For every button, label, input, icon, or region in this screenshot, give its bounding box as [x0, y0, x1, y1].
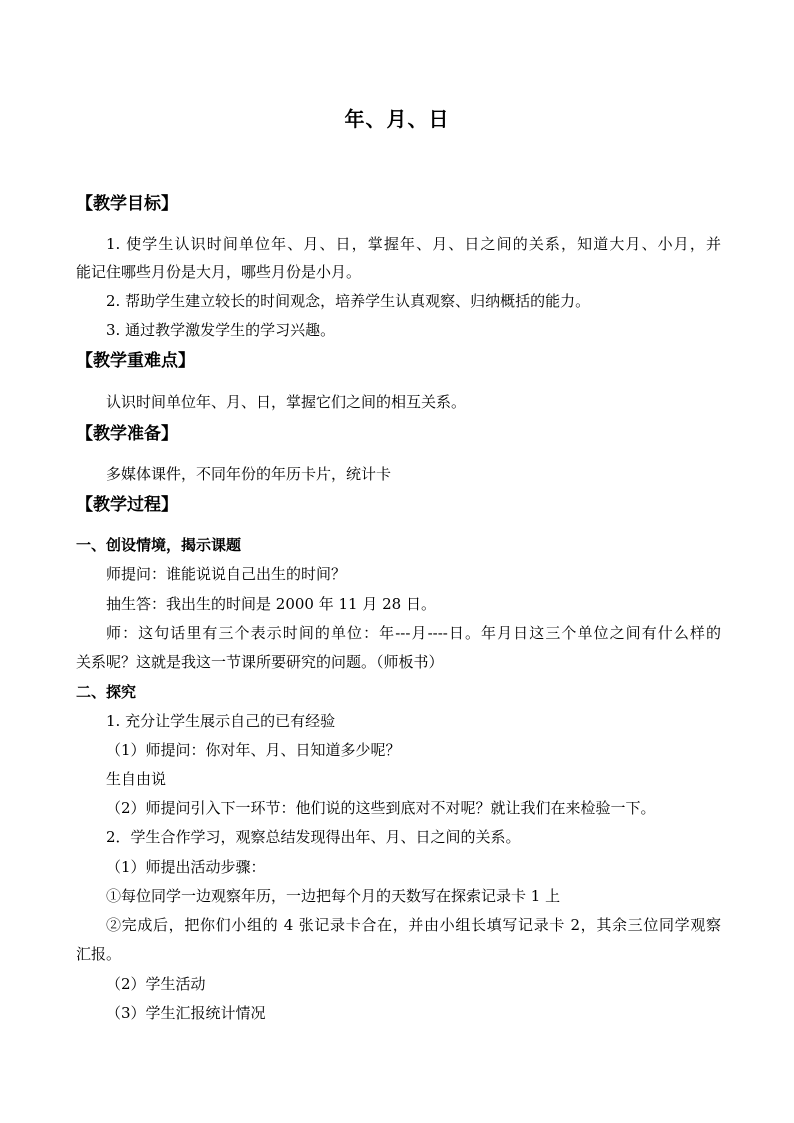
part2-line: ①每位同学一边观察年历，一边把每个月的天数写在探索记录卡 1 上 — [106, 887, 561, 905]
objectives-item-3: 3. 通过教学激发学生的学习兴趣。 — [106, 321, 336, 339]
part2-line: 1. 充分让学生展示自己的已有经验 — [106, 712, 336, 730]
part2-heading: 二、探究 — [76, 683, 137, 701]
part1-line: 师：这句话里有三个表示时间的单位：年---月----日。年月日这三个单位之间有什么样的 — [106, 624, 721, 642]
objectives-item-2: 2. 帮助学生建立较长的时间观念，培养学生认真观察、归纳概括的能力。 — [106, 292, 591, 310]
part1-line: 关系呢？这就是我这一节课所要研究的问题。（师板书） — [76, 653, 444, 671]
part2-line: ②完成后，把你们小组的 4 张记录卡合在，并由小组长填写记录卡 2，其余三位同学观察 — [106, 916, 721, 934]
process-heading: 【教学过程】 — [76, 495, 178, 515]
part2-line: 2．学生合作学习，观察总结发现得出年、月、日之间的关系。 — [106, 828, 521, 846]
part2-line: （3）学生汇报统计情况 — [106, 1004, 266, 1022]
key-points-text: 认识时间单位年、月、日，掌握它们之间的相互关系。 — [106, 393, 467, 411]
part2-line: （2）师提问引入下一环节：他们说的这些到底对不对呢？就让我们在来检验一下。 — [106, 799, 656, 817]
part2-line: 汇报。 — [76, 945, 122, 963]
part2-line: 生自由说 — [106, 770, 167, 788]
preparation-heading: 【教学准备】 — [76, 424, 178, 444]
part2-line: （1）师提问：你对年、月、日知道多少呢？ — [106, 741, 401, 759]
objectives-heading: 【教学目标】 — [76, 194, 178, 214]
part1-line: 师提问：谁能说说自己出生的时间？ — [106, 565, 347, 583]
objectives-item-1: 1. 使学生认识时间单位年、月、日，掌握年、月、日之间的关系，知道大月、小月，并 — [106, 235, 721, 253]
key-points-heading: 【教学重难点】 — [76, 351, 195, 371]
objectives-item-1-cont: 能记住哪些月份是大月，哪些月份是小月。 — [76, 263, 362, 281]
page-title: 年、月、日 — [344, 107, 450, 131]
part2-line: （2）学生活动 — [106, 975, 206, 993]
part2-line: （1）师提出活动步骤： — [106, 858, 266, 876]
part1-heading: 一、创设情境，揭示课题 — [76, 536, 242, 554]
part1-line: 抽生答：我出生的时间是 2000 年 11 月 28 日。 — [106, 595, 436, 613]
preparation-text: 多媒体课件，不同年份的年历卡片，统计卡 — [106, 465, 392, 483]
